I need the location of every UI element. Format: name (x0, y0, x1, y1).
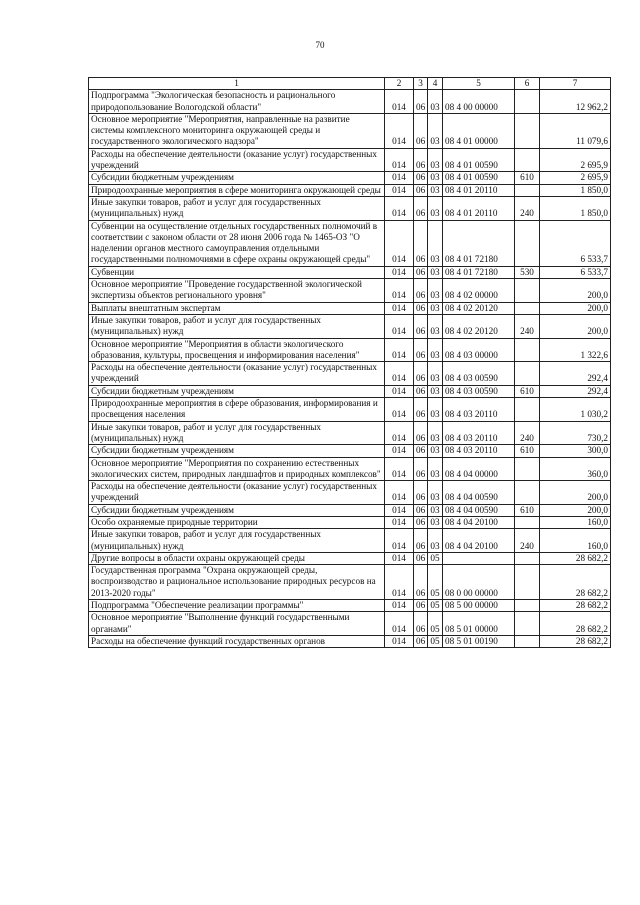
amount-cell: 28 682,2 (540, 552, 611, 564)
amount-cell: 730,2 (540, 421, 611, 445)
ved-code-cell: 014 (385, 196, 414, 220)
row-name-cell: Государственная программа "Охрана окружающей среды, воспроизводство и рациональное использование природных ресурсов на 2013-2020 годы" (89, 565, 385, 600)
amount-cell: 200,0 (540, 481, 611, 505)
target-article-cell: 08 4 03 20110 (443, 398, 515, 422)
amount-cell: 11 079,6 (540, 113, 611, 148)
expense-type-cell (515, 600, 540, 612)
amount-cell: 200,0 (540, 314, 611, 338)
row-name-cell: Иные закупки товаров, работ и услуг для государственных (муниципальных) нужд (89, 314, 385, 338)
amount-cell: 160,0 (540, 529, 611, 553)
header-cell: 5 (443, 78, 515, 90)
section-code-cell: 06 (414, 457, 428, 481)
target-article-cell: 08 4 03 20110 (443, 445, 515, 457)
table-row (89, 90, 611, 114)
table-row (89, 635, 611, 647)
row-name-cell: Расходы на обеспечение деятельности (оказание услуг) государственных учреждений (89, 362, 385, 386)
target-article-cell: 08 5 00 00000 (443, 600, 515, 612)
subsection-code-cell: 03 (428, 266, 443, 278)
subsection-code-cell: 03 (428, 196, 443, 220)
target-article-cell: 08 4 01 72180 (443, 220, 515, 266)
subsection-code-cell: 03 (428, 385, 443, 397)
target-article-cell: 08 4 01 72180 (443, 266, 515, 278)
target-article-cell: 08 4 04 00000 (443, 457, 515, 481)
ved-code-cell: 014 (385, 385, 414, 397)
target-article-cell: 08 4 04 00590 (443, 504, 515, 516)
target-article-cell: 08 4 01 00590 (443, 172, 515, 184)
subsection-code-cell: 05 (428, 552, 443, 564)
ved-code-cell: 014 (385, 113, 414, 148)
table-row (89, 398, 611, 422)
expense-type-cell: 610 (515, 504, 540, 516)
target-article-cell (443, 552, 515, 564)
table-row (89, 302, 611, 314)
expense-type-cell: 610 (515, 445, 540, 457)
section-code-cell: 06 (414, 338, 428, 362)
subsection-code-cell: 03 (428, 516, 443, 528)
amount-cell: 6 533,7 (540, 266, 611, 278)
ved-code-cell: 014 (385, 184, 414, 196)
table-row (89, 279, 611, 303)
expense-type-cell (515, 113, 540, 148)
expense-type-cell (515, 184, 540, 196)
subsection-code-cell: 03 (428, 314, 443, 338)
ved-code-cell: 014 (385, 516, 414, 528)
table-row (89, 196, 611, 220)
amount-cell: 300,0 (540, 445, 611, 457)
ved-code-cell: 014 (385, 302, 414, 314)
ved-code-cell: 014 (385, 612, 414, 636)
amount-cell: 2 695,9 (540, 172, 611, 184)
expense-type-cell (515, 612, 540, 636)
table-row (89, 445, 611, 457)
expense-type-cell (515, 220, 540, 266)
expense-type-cell: 530 (515, 266, 540, 278)
subsection-code-cell: 03 (428, 113, 443, 148)
expense-type-cell (515, 279, 540, 303)
section-code-cell: 06 (414, 385, 428, 397)
ved-code-cell: 014 (385, 220, 414, 266)
section-code-cell: 06 (414, 552, 428, 564)
expense-type-cell: 610 (515, 385, 540, 397)
target-article-cell: 08 4 04 20100 (443, 529, 515, 553)
row-name-cell: Подпрограмма "Экологическая безопасность и рационального природопользование Вологодской области" (89, 90, 385, 114)
subsection-code-cell: 03 (428, 184, 443, 196)
table-body (89, 90, 611, 648)
subsection-code-cell: 03 (428, 279, 443, 303)
section-code-cell: 06 (414, 362, 428, 386)
amount-cell: 200,0 (540, 504, 611, 516)
table-row (89, 481, 611, 505)
table-row (89, 516, 611, 528)
header-cell: 3 (414, 78, 428, 90)
subsection-code-cell: 03 (428, 481, 443, 505)
table-row (89, 184, 611, 196)
target-article-cell: 08 4 02 20120 (443, 314, 515, 338)
subsection-code-cell: 03 (428, 445, 443, 457)
table-row (89, 565, 611, 600)
ved-code-cell: 014 (385, 266, 414, 278)
table-row (89, 457, 611, 481)
subsection-code-cell: 03 (428, 362, 443, 386)
amount-cell: 1 850,0 (540, 184, 611, 196)
target-article-cell: 08 4 04 20100 (443, 516, 515, 528)
expense-type-cell (515, 516, 540, 528)
table-row (89, 504, 611, 516)
expense-type-cell: 240 (515, 529, 540, 553)
subsection-code-cell: 05 (428, 635, 443, 647)
section-code-cell: 06 (414, 445, 428, 457)
ved-code-cell: 014 (385, 279, 414, 303)
amount-cell: 360,0 (540, 457, 611, 481)
expense-type-cell (515, 90, 540, 114)
target-article-cell: 08 5 01 00190 (443, 635, 515, 647)
row-name-cell: Субсидии бюджетным учреждениям (89, 172, 385, 184)
section-code-cell: 06 (414, 184, 428, 196)
section-code-cell: 06 (414, 220, 428, 266)
row-name-cell: Иные закупки товаров, работ и услуг для государственных (муниципальных) нужд (89, 196, 385, 220)
amount-cell: 6 533,7 (540, 220, 611, 266)
subsection-code-cell: 03 (428, 529, 443, 553)
section-code-cell: 06 (414, 314, 428, 338)
expense-type-cell (515, 302, 540, 314)
table-row (89, 421, 611, 445)
page-number: 70 (315, 40, 325, 50)
table-row (89, 362, 611, 386)
amount-cell: 1 030,2 (540, 398, 611, 422)
subsection-code-cell: 03 (428, 302, 443, 314)
table-row (89, 314, 611, 338)
row-name-cell: Основное мероприятие "Мероприятия по сохранению естественных экологических систем, природных ландшафтов и природных комплексов" (89, 457, 385, 481)
target-article-cell: 08 4 03 20110 (443, 421, 515, 445)
row-name-cell: Природоохранные мероприятия в сфере мониторинга окружающей среды (89, 184, 385, 196)
amount-cell: 1 850,0 (540, 196, 611, 220)
ved-code-cell: 014 (385, 552, 414, 564)
section-code-cell: 06 (414, 172, 428, 184)
expense-type-cell (515, 362, 540, 386)
target-article-cell: 08 4 00 00000 (443, 90, 515, 114)
target-article-cell: 08 4 03 00590 (443, 385, 515, 397)
subsection-code-cell: 05 (428, 612, 443, 636)
row-name-cell: Субвенции (89, 266, 385, 278)
section-code-cell: 06 (414, 481, 428, 505)
target-article-cell: 08 4 04 00590 (443, 481, 515, 505)
section-code-cell: 06 (414, 279, 428, 303)
row-name-cell: Субсидии бюджетным учреждениям (89, 504, 385, 516)
header-row (89, 78, 611, 90)
ved-code-cell: 014 (385, 314, 414, 338)
table-row (89, 529, 611, 553)
section-code-cell: 06 (414, 612, 428, 636)
target-article-cell: 08 0 00 00000 (443, 565, 515, 600)
amount-cell: 28 682,2 (540, 635, 611, 647)
target-article-cell: 08 4 02 20120 (443, 302, 515, 314)
expense-type-cell (515, 635, 540, 647)
subsection-code-cell: 03 (428, 457, 443, 481)
amount-cell: 160,0 (540, 516, 611, 528)
target-article-cell: 08 4 01 00000 (443, 113, 515, 148)
subsection-code-cell: 05 (428, 600, 443, 612)
amount-cell: 28 682,2 (540, 600, 611, 612)
amount-cell: 28 682,2 (540, 612, 611, 636)
table-row (89, 338, 611, 362)
expense-type-cell (515, 457, 540, 481)
subsection-code-cell: 03 (428, 220, 443, 266)
subsection-code-cell: 03 (428, 90, 443, 114)
row-name-cell: Субвенции на осуществление отдельных государственных полномочий в соответствии с законом области от 28 июня 2006 года № 1465-ОЗ "О наделении органов местного самоуправления отдельными государственными полномочиями в сфере охраны окружающей среды" (89, 220, 385, 266)
ved-code-cell: 014 (385, 635, 414, 647)
section-code-cell: 06 (414, 600, 428, 612)
table-row (89, 220, 611, 266)
amount-cell: 2 695,9 (540, 148, 611, 172)
subsection-code-cell: 03 (428, 398, 443, 422)
section-code-cell: 06 (414, 565, 428, 600)
table-row (89, 172, 611, 184)
amount-cell: 292,4 (540, 385, 611, 397)
row-name-cell: Подпрограмма "Обеспечение реализации программы" (89, 600, 385, 612)
budget-table (88, 77, 611, 648)
row-name-cell: Особо охраняемые природные территории (89, 516, 385, 528)
row-name-cell: Природоохранные мероприятия в сфере образования, информирования и просвещения населения (89, 398, 385, 422)
table-row (89, 148, 611, 172)
target-article-cell: 08 4 03 00590 (443, 362, 515, 386)
target-article-cell: 08 4 01 00590 (443, 148, 515, 172)
section-code-cell: 06 (414, 196, 428, 220)
row-name-cell: Расходы на обеспечение функций государственных органов (89, 635, 385, 647)
section-code-cell: 06 (414, 421, 428, 445)
amount-cell: 200,0 (540, 279, 611, 303)
row-name-cell: Иные закупки товаров, работ и услуг для государственных (муниципальных) нужд (89, 421, 385, 445)
section-code-cell: 06 (414, 90, 428, 114)
table-row (89, 600, 611, 612)
row-name-cell: Иные закупки товаров, работ и услуг для государственных (муниципальных) нужд (89, 529, 385, 553)
section-code-cell: 06 (414, 398, 428, 422)
row-name-cell: Основное мероприятие "Мероприятия в области экологического образования, культуры, просвещения и информирования населения" (89, 338, 385, 362)
table-row (89, 113, 611, 148)
row-name-cell: Субсидии бюджетным учреждениям (89, 385, 385, 397)
ved-code-cell: 014 (385, 529, 414, 553)
expense-type-cell: 240 (515, 314, 540, 338)
expense-type-cell (515, 481, 540, 505)
row-name-cell: Основное мероприятие "Проведение государственной экологической экспертизы объектов регионального уровня" (89, 279, 385, 303)
target-article-cell: 08 4 01 20110 (443, 196, 515, 220)
ved-code-cell: 014 (385, 600, 414, 612)
section-code-cell: 06 (414, 529, 428, 553)
subsection-code-cell: 03 (428, 421, 443, 445)
ved-code-cell: 014 (385, 338, 414, 362)
table-row (89, 266, 611, 278)
subsection-code-cell: 03 (428, 338, 443, 362)
row-name-cell: Другие вопросы в области охраны окружающей среды (89, 552, 385, 564)
expense-type-cell: 240 (515, 196, 540, 220)
expense-type-cell (515, 398, 540, 422)
row-name-cell: Выплаты внештатным экспертам (89, 302, 385, 314)
ved-code-cell: 014 (385, 421, 414, 445)
expense-type-cell: 240 (515, 421, 540, 445)
expense-type-cell (515, 338, 540, 362)
section-code-cell: 06 (414, 504, 428, 516)
expense-type-cell (515, 565, 540, 600)
section-code-cell: 06 (414, 516, 428, 528)
ved-code-cell: 014 (385, 504, 414, 516)
header-cell: 7 (540, 78, 611, 90)
header-cell: 2 (385, 78, 414, 90)
ved-code-cell: 014 (385, 398, 414, 422)
ved-code-cell: 014 (385, 362, 414, 386)
expense-type-cell (515, 148, 540, 172)
row-name-cell: Основное мероприятие "Мероприятия, направленные на развитие системы комплексного мониторинга окружающей среды и государственного экологического надзора" (89, 113, 385, 148)
ved-code-cell: 014 (385, 481, 414, 505)
section-code-cell: 06 (414, 148, 428, 172)
amount-cell: 28 682,2 (540, 565, 611, 600)
table-row (89, 552, 611, 564)
header-cell: 4 (428, 78, 443, 90)
target-article-cell: 08 5 01 00000 (443, 612, 515, 636)
header-cell: 1 (89, 78, 385, 90)
ved-code-cell: 014 (385, 90, 414, 114)
section-code-cell: 06 (414, 302, 428, 314)
amount-cell: 200,0 (540, 302, 611, 314)
ved-code-cell: 014 (385, 445, 414, 457)
row-name-cell: Расходы на обеспечение деятельности (оказание услуг) государственных учреждений (89, 148, 385, 172)
row-name-cell: Основное мероприятие "Выполнение функций государственными органами" (89, 612, 385, 636)
section-code-cell: 06 (414, 266, 428, 278)
target-article-cell: 08 4 03 00000 (443, 338, 515, 362)
row-name-cell: Субсидии бюджетным учреждениям (89, 445, 385, 457)
subsection-code-cell: 03 (428, 504, 443, 516)
section-code-cell: 06 (414, 113, 428, 148)
ved-code-cell: 014 (385, 172, 414, 184)
subsection-code-cell: 03 (428, 172, 443, 184)
amount-cell: 12 962,2 (540, 90, 611, 114)
target-article-cell: 08 4 02 00000 (443, 279, 515, 303)
table-row (89, 612, 611, 636)
ved-code-cell: 014 (385, 457, 414, 481)
row-name-cell: Расходы на обеспечение деятельности (оказание услуг) государственных учреждений (89, 481, 385, 505)
subsection-code-cell: 03 (428, 148, 443, 172)
header-cell: 6 (515, 78, 540, 90)
amount-cell: 1 322,6 (540, 338, 611, 362)
ved-code-cell: 014 (385, 148, 414, 172)
subsection-code-cell: 05 (428, 565, 443, 600)
expense-type-cell (515, 552, 540, 564)
table-row (89, 385, 611, 397)
expense-type-cell: 610 (515, 172, 540, 184)
target-article-cell: 08 4 01 20110 (443, 184, 515, 196)
ved-code-cell: 014 (385, 565, 414, 600)
amount-cell: 292,4 (540, 362, 611, 386)
section-code-cell: 06 (414, 635, 428, 647)
